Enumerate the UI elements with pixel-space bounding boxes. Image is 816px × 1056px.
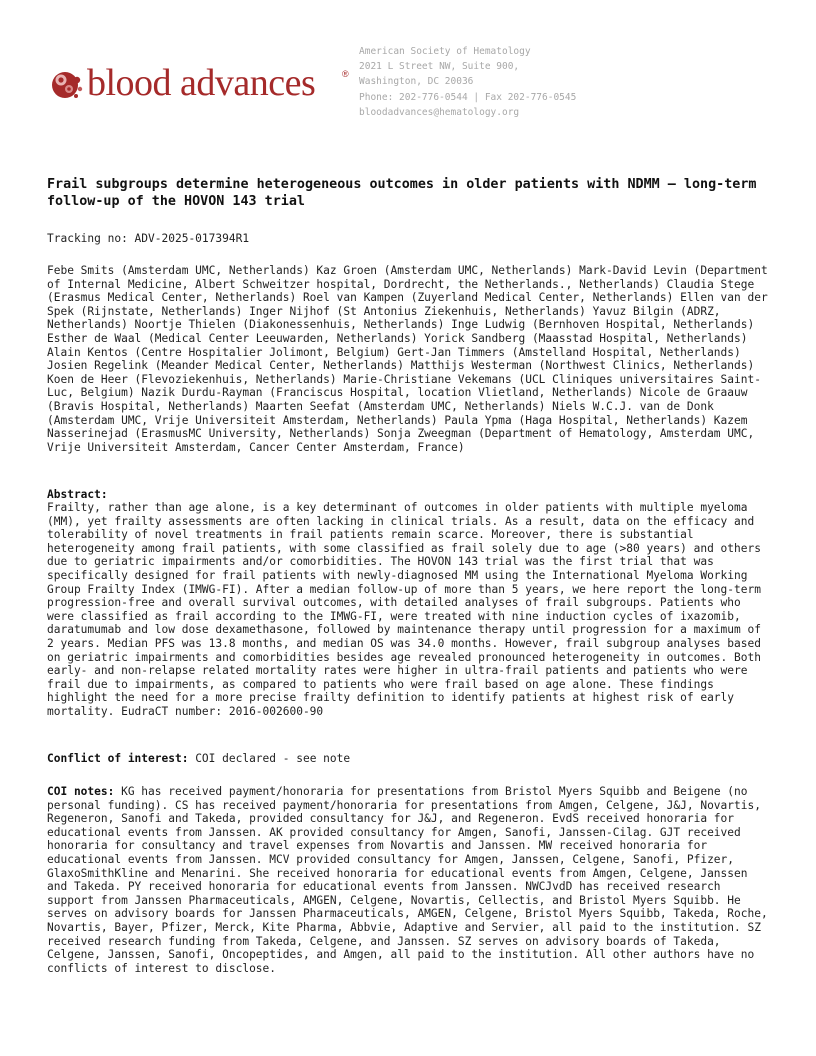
publisher-address (359, 44, 659, 120)
blood-cells-icon (50, 67, 86, 103)
abstract-text: Frailty, rather than age alone, is a key determinant of outcomes in older patients with multiple myeloma (MM), yet frailty assessments are often lacking in clinical trials. As a result, data on the efficacy and tolerability of novel treatments in frail patients remain scarce. Moreover, there is substantial heterogeneity among frail patients, with some classified as frail solely due to age (>80 years) and others due to geriatric impairments and/or comorbidities. The HOVON 143 trial was the first trial that was specifically designed for frail patients with newly-diagnosed MM using the International Myeloma Working Group Frailty Index (IMWG-FI). After a median follow-up of more than 5 years, we here report the long-term progression-free and overall survival outcomes, with detailed analyses of frail subgroups. Patients who were classified as frail according to the IMWG-FI, were treated with nine induction cycles of ixazomib, daratumumab and low dose dexamethasone, followed by maintenance therapy until progression for a maximum of 2 years. Median PFS was 13.8 months, and median OS was 34.0 months. However, frail subgroup analyses based on geriatric impairments and comorbidities besides age revealed pronounced heterogeneity in outcomes. Both early- and non-relapse related mortality rates were higher in ultra-frail patients and patients who were frail due to impairments, as compared to patients who were frail based on age alone. These findings highlight the need for a more precise frailty definition to identify patients at highest risk of early mortality. EudraCT number: 2016-002600-90 (47, 501, 761, 718)
registered-mark: ® (342, 69, 349, 79)
coi-notes-label: COI notes: (47, 785, 115, 798)
address-line: Washington, DC 20036 (359, 76, 474, 88)
tracking-number: Tracking no: ADV-2025-017394R1 (47, 232, 250, 245)
coi-notes (47, 785, 769, 975)
conflict-of-interest (47, 752, 350, 765)
address-email: bloodadvances@hematology.org (359, 106, 520, 118)
logo-wordmark: blood advances (87, 62, 316, 104)
conflict-value: COI declared - see note (188, 752, 351, 765)
author-list: Febe Smits (Amsterdam UMC, Netherlands) Kaz Groen (Amsterdam UMC, Netherlands) Mark-David Levin (Department of Internal Medicine, Albert Schweitzer hospital, Dordrecht, the Netherlands., Netherlands) Claudia Stege (Erasmus Medical Center, Netherlands) Roel van Kampen (Zuyerland Medical Center, Netherlands) Ellen van der Spek (Rijnstate, Netherlands) Inger Nijhof (St Antonius Ziekenhuis, Netherlands) Yavuz Bilgin (ADRZ, Netherlands) Noortje Thielen (Diakonessenhuis, Netherlands) Inge Ludwig (Bernhoven Hospital, Netherlands) Esther de Waal (Medical Center Leeuwarden, Netherlands) Yorick Sandberg (Maasstad Hospital, Netherlands) Alain Kentos (Centre Hospitalier Jolimont, Belgium) Gert-Jan Timmers (Amstelland Hospital, Netherlands) Josien Regelink (Meander Medical Center, Netherlands) Matthijs Westerman (Northwest Clinics, Netherlands) Koen de Heer (Flevoziekenhuis, Netherlands) Marie-Christiane Vekemans (UCL Cliniques universitaires Saint-Luc, Belgium) Nazik Durdu-Rayman (Franciscus Hospital, location Vlietland, Netherlands) Nicole de Graauw (Bravis Hospital, Netherlands) Maarten Seefat (Amsterdam UMC, Netherlands) Niels W.C.J. van de Donk (Amsterdam UMC, Vrije Universiteit Amsterdam, Netherlands) Paula Ypma (Haga Hospital, Netherlands) Kazem Nasserinejad (ErasmusMC University, Netherlands) Sonja Zweegman (Department of Hematology, Amsterdam UMC, Vrije Universiteit Amsterdam, Cancer Center Amsterdam, France) (47, 264, 768, 454)
journal-logo (50, 63, 350, 107)
paper-title: Frail subgroups determine heterogeneous outcomes in older patients with NDMM – long-term follow-up of the HOVON 143 trial (47, 177, 757, 209)
conflict-label: Conflict of interest: (47, 752, 189, 765)
coi-notes-text: KG has received payment/honoraria for presentations from Bristol Myers Squibb and Beigene (no personal funding). CS has received payment/honoraria for presentations from Amgen, Celgene, J&J, Novartis, Regeneron, Sanofi and Takeda, provided consultancy for J&J, and Regeneron. EvdS received honoraria for educational events from Janssen. AK provided consultancy for Amgen, Sanofi, Janssen-Cilag. GJT received honoraria for consultancy and travel expenses from Novartis and Janssen. MW received honoraria for educational events from Janssen. MCV provided consultancy for Amgen, Janssen, Celgene, Sanofi, Pfizer, GlaxoSmithKline and Menarini. She received honoraria for educational events from Amgen, Celgene, Janssen and Takeda. PY received honoraria for educational events from Janssen. NWCJvdD has received research support from Janssen Pharmaceuticals, AMGEN, Celgene, Novartis, Cellectis, and Bristol Myers Squibb. He serves on advisory boards for Janssen Pharmaceuticals, AMGEN, Celgene, Bristol Myers Squibb, Takeda, Roche, Novartis, Bayer, Pfizer, Merck, Kite Pharma, Abbvie, Adaptive and Servier, all paid to the institution. SZ received research funding from Takeda, Celgene, and Janssen. SZ serves on advisory boards of Takeda, Celgene, Janssen, Sanofi, Oncopeptides, and Amgen, all paid to the institution. All other authors have no conflicts of interest to disclose. (47, 785, 768, 975)
address-line: American Society of Hematology (359, 46, 531, 57)
address-line: Phone: 202-776-0544 | Fax 202-776-0545 (359, 91, 577, 103)
abstract-heading: Abstract: (47, 488, 108, 501)
address-line: 2021 L Street NW, Suite 900, (359, 61, 520, 73)
